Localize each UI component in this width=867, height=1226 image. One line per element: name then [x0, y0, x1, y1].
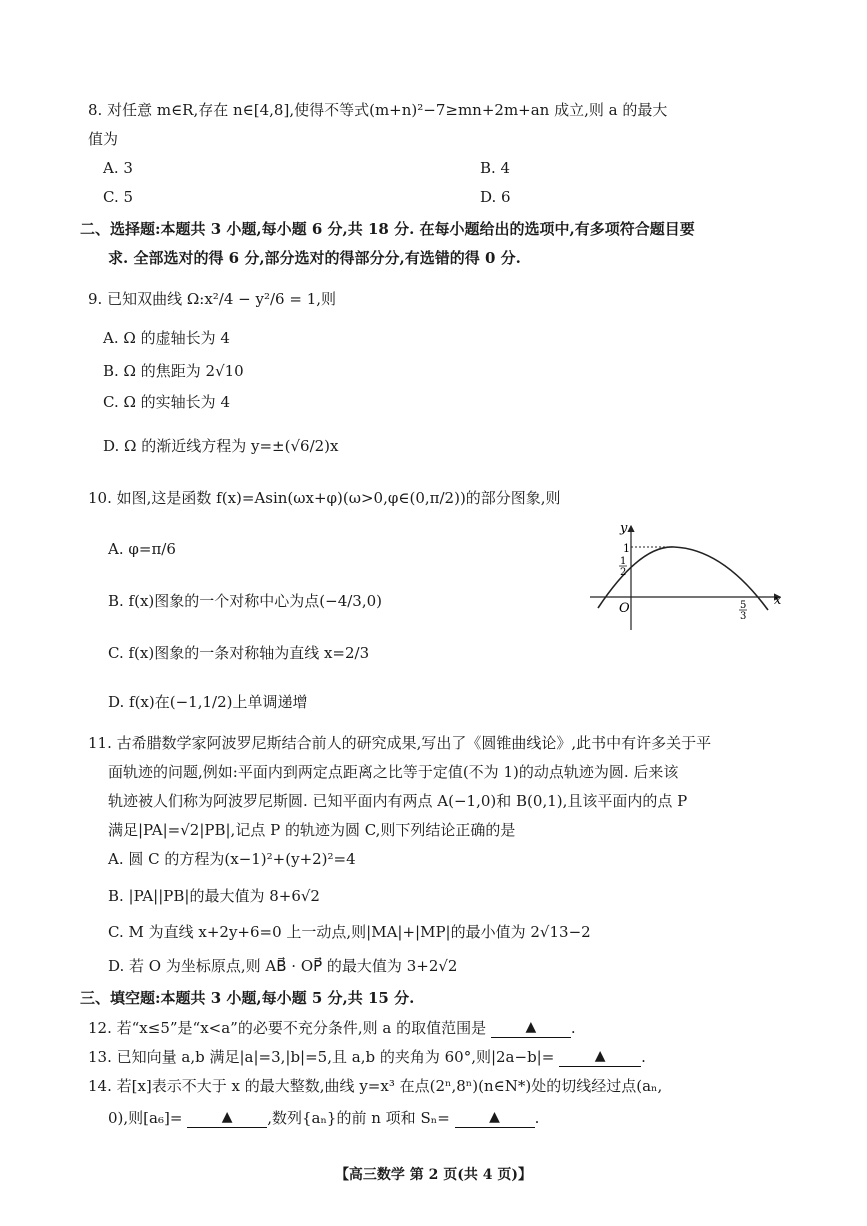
- q12-line: [88, 1016, 576, 1038]
- page-footer: 【高三数学 第 2 页(共 4 页)】: [334, 1167, 533, 1183]
- q14-blank1-mark: ▲: [221, 1109, 233, 1125]
- q13-tail: .: [641, 1048, 646, 1066]
- q14-text-a: 0),则[a₆]=: [108, 1109, 183, 1127]
- q11-option-d: D. 若 O 为坐标原点,则 AB⃗ · OP⃗ 的最大值为 3+2√2: [108, 957, 458, 975]
- q11-stem-line3: 轨迹被人们称为阿波罗尼斯圆. 已知平面内有两点 A(−1,0)和 B(0,1),且该平面内的点 P: [108, 792, 688, 810]
- q10-option-c: C. f(x)图象的一条对称轴为直线 x=2/3: [108, 644, 370, 662]
- q11-option-a: A. 圆 C 的方程为(x−1)²+(y+2)²=4: [108, 850, 356, 868]
- y-tick-half-numerator: 1: [620, 556, 627, 567]
- section3-heading: 三、填空题:本题共 3 小题,每小题 5 分,共 15 分.: [80, 989, 415, 1007]
- q10-option-b: B. f(x)图象的一个对称中心为点(−4/3,0): [108, 592, 383, 610]
- q14-answer-blank-1[interactable]: [187, 1106, 267, 1128]
- q8-stem-line1: 8. 对任意 m∈R,存在 n∈[4,8],使得不等式(m+n)²−7≥mn+2m+an 成立,则 a 的最大: [88, 101, 668, 119]
- q9-option-d: D. Ω 的渐近线方程为 y=±(√6/2)x: [103, 437, 339, 455]
- q14-line1: 14. 若[x]表示不大于 x 的最大整数,曲线 y=x³ 在点(2ⁿ,8ⁿ)(n∈N*)处的切线经过点(aₙ,: [88, 1077, 663, 1095]
- q9-stem: 9. 已知双曲线 Ω:x²/4 − y²/6 = 1,则: [88, 290, 337, 308]
- q9-option-c: C. Ω 的实轴长为 4: [103, 393, 230, 411]
- section2-heading-line2: 求. 全部选对的得 6 分,部分选对的得部分分,有选错的得 0 分.: [108, 249, 521, 267]
- q14-text-c: .: [534, 1109, 540, 1127]
- q10-stem: 10. 如图,这是函数 f(x)=Asin(ωx+φ)(ω>0,φ∈(0,π/2))的部分图象,则: [88, 489, 561, 507]
- q14-blank2-mark: ▲: [489, 1109, 500, 1125]
- q8-option-b: B. 4: [480, 159, 511, 177]
- section2-heading-line1: 二、选择题:本题共 3 小题,每小题 6 分,共 18 分. 在每小题给出的选项中,有多项符合题目要: [80, 220, 695, 238]
- q12-answer-blank[interactable]: [491, 1016, 571, 1038]
- q8-option-d: D. 6: [480, 188, 511, 206]
- y-tick-half-denominator: 2: [620, 567, 627, 578]
- q12-text: 12. 若“x≤5”是“x<a”的必要不充分条件,则 a 的取值范围是: [88, 1019, 487, 1037]
- x-tick-five-thirds-denominator: 3: [740, 611, 747, 622]
- q10-option-a: A. φ=π/6: [108, 540, 176, 558]
- q8-option-c: C. 5: [103, 188, 134, 206]
- q10-function-graph: [588, 520, 788, 635]
- q10-option-d: D. f(x)在(−1,1/2)上单调递增: [108, 693, 308, 711]
- q14-text-b: ,数列{aₙ}的前 n 项和 Sₙ=: [267, 1109, 450, 1127]
- q12-tail: .: [570, 1019, 576, 1037]
- q13-answer-blank[interactable]: [559, 1045, 641, 1067]
- q11-option-c: C. M 为直线 x+2y+6=0 上一动点,则|MA|+|MP|的最小值为 2√13−2: [108, 923, 591, 941]
- y-tick-1: 1: [623, 542, 630, 555]
- q11-stem-line1: 11. 古希腊数学家阿波罗尼斯结合前人的研究成果,写出了《圆锥曲线论》,此书中有许多关于平: [88, 734, 712, 752]
- q11-stem-line2: 面轨迹的问题,例如:平面内到两定点距离之比等于定值(不为 1)的动点轨迹为圆. 后来该: [108, 763, 679, 781]
- q9-option-a: A. Ω 的虚轴长为 4: [103, 329, 230, 347]
- x-tick-five-thirds-numerator: 5: [740, 600, 747, 611]
- origin-label: O: [619, 601, 630, 616]
- q12-blank-mark: ▲: [525, 1019, 537, 1035]
- q11-option-b: B. |PA||PB|的最大值为 8+6√2: [108, 887, 320, 905]
- q14-line2: [108, 1106, 539, 1128]
- q13-text: 13. 已知向量 a,b 满足|a|=3,|b|=5,且 a,b 的夹角为 60°,则|2a−b|=: [88, 1048, 555, 1066]
- q9-option-b: B. Ω 的焦距为 2√10: [103, 362, 244, 380]
- q13-line: [88, 1045, 646, 1067]
- q8-stem-line2: 值为: [88, 130, 119, 148]
- x-axis-label: x: [774, 593, 782, 608]
- q8-option-a: A. 3: [103, 159, 133, 177]
- q13-blank-mark: ▲: [594, 1048, 606, 1064]
- y-axis-label: y: [620, 521, 628, 536]
- q14-answer-blank-2[interactable]: [455, 1106, 535, 1128]
- q11-stem-line4: 满足|PA|=√2|PB|,记点 P 的轨迹为圆 C,则下列结论正确的是: [108, 821, 516, 839]
